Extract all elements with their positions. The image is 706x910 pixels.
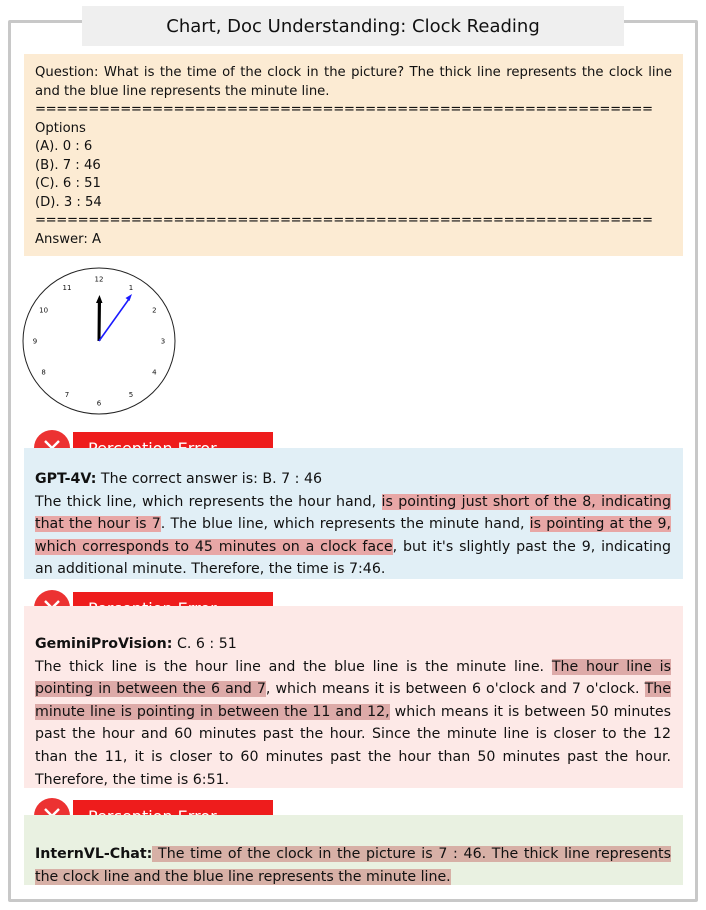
clock-number-6: 6 (96, 399, 102, 408)
internvl-response (24, 815, 683, 885)
response-text: , which means it is between 6 o'clock and 7 o'clock. (265, 681, 645, 698)
clock-number-12: 12 (94, 275, 104, 284)
response-lead: C. 6 : 51 (172, 636, 237, 652)
response-text: , but it's slightly past the 9, indicating an additional minute. Therefore, the time is 7:46. (35, 538, 671, 578)
clock-number-11: 11 (62, 283, 72, 292)
response-text: which means it is between 50 minutes past the hour and 60 minutes past the hour. Since the minute line is closer to the 12 than the 11, it is closer to 60 minutes past the hour than 50 minutes past the hour. Therefore, the time is 6:51. (35, 703, 671, 788)
highlighted-error: is pointing at the 9, which corresponds to 45 minutes on a clock face (35, 516, 672, 555)
clock-image (22, 266, 182, 416)
separator-top: ========================================================== (35, 102, 653, 117)
option-d: (D). 3 : 54 (35, 194, 102, 210)
clock-number-1: 1 (128, 283, 134, 292)
question-box (24, 54, 683, 256)
model-name: GPT-4V: (35, 471, 97, 487)
clock-number-3: 3 (160, 337, 166, 346)
option-c: (C). 6 : 51 (35, 176, 101, 191)
clock-number-4: 4 (152, 368, 157, 377)
question-text: Question: What is the time of the clock in the picture? The thick line represents the clock line and the blue line represents the minute line. (35, 65, 672, 99)
clock-number-7: 7 (64, 391, 70, 400)
response-text: The thick line, which represents the hour hand, (35, 493, 382, 510)
gpt4v-response (24, 448, 683, 579)
highlighted-error: The hour line is pointing in between the 6 and 7 (35, 658, 671, 698)
model-name: InternVL-Chat: (35, 846, 153, 862)
clock-number-10: 10 (39, 306, 49, 315)
highlighted-error: The minute line is pointing in between the 11 and 12, (35, 681, 671, 720)
response-lead: The correct answer is: B. 7 : 46 (96, 471, 323, 487)
response-text: . The blue line, which represents the minute hand, (160, 516, 530, 533)
option-b: (B). 7 : 46 (35, 157, 101, 173)
clock-number-8: 8 (41, 368, 46, 377)
answer-text: Answer: A (35, 231, 101, 247)
clock-number-9: 9 (32, 337, 38, 346)
clock-number-2: 2 (152, 306, 157, 315)
separator-bottom: ========================================================== (35, 213, 653, 228)
options-header: Options (35, 120, 86, 136)
model-name: GeminiProVision: (35, 636, 173, 652)
highlighted-error: is pointing just short of the 8, indicating that the hour is 7 (35, 493, 672, 533)
gemini-response (24, 606, 683, 788)
response-text: The thick line is the hour line and the blue line is the minute line. (35, 658, 552, 675)
figure-title: Chart, Doc Understanding: Clock Reading (82, 6, 624, 46)
clock-number-5: 5 (128, 391, 134, 400)
highlighted-error: The time of the clock in the picture is 7 : 46. The thick line represents the clock line and the blue line represents the minute line. (35, 846, 671, 885)
option-a: (A). 0 : 6 (35, 139, 93, 154)
